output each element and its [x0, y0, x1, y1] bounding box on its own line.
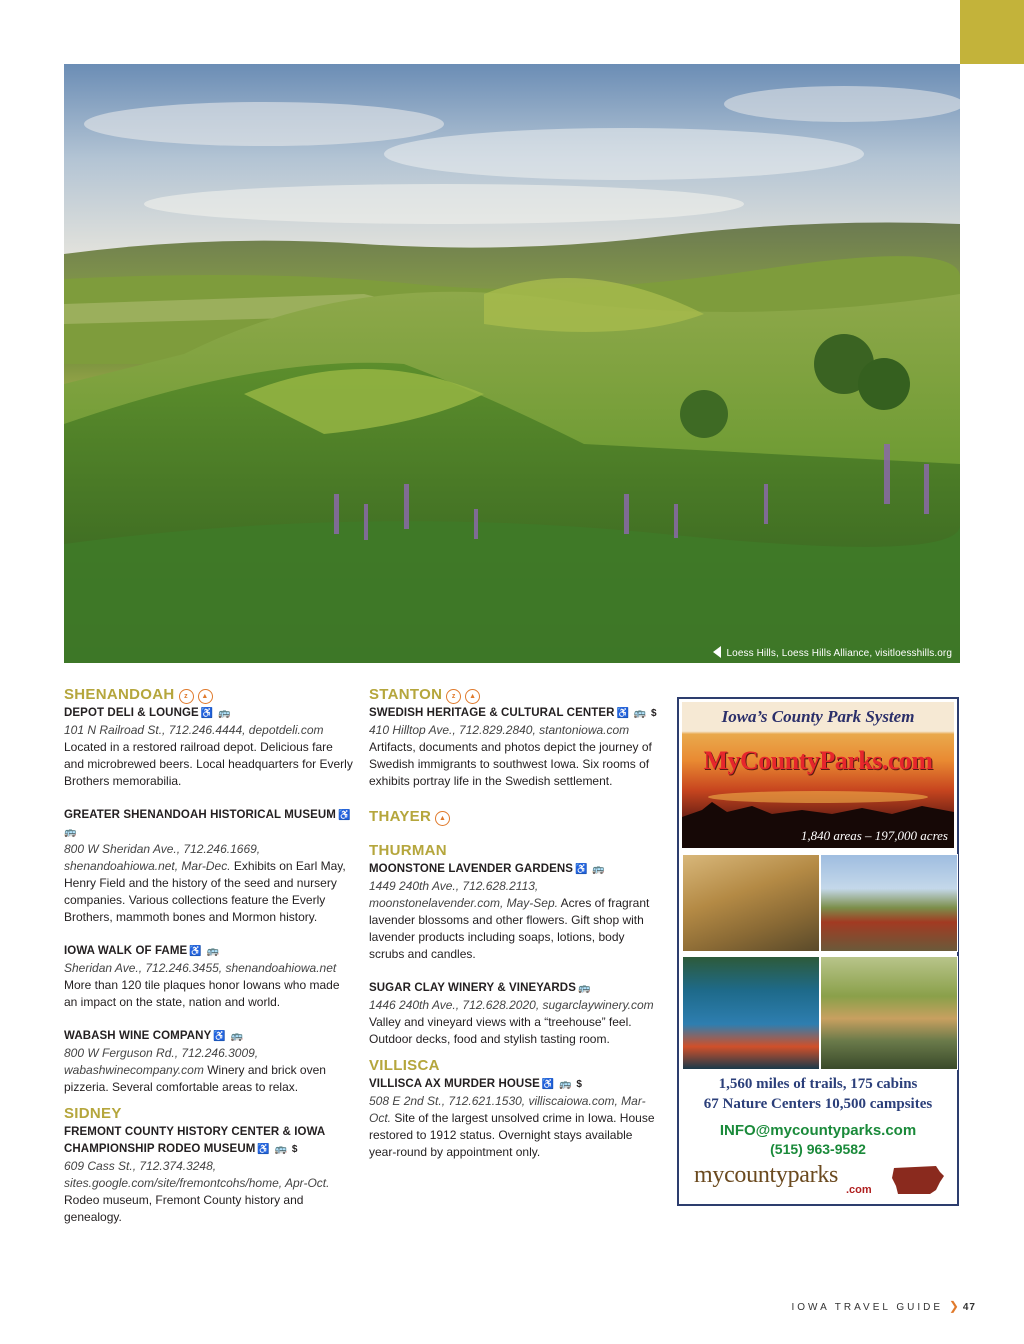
business-description: Located in a restored railroad depot. Delicious fare and microbrewed beers. Local headquarters for Everly Brothers memorabilia. — [64, 740, 353, 788]
county-parks-advertisement[interactable] — [677, 697, 959, 1206]
business-description: More than 120 tile plaques honor Iowans who made an impact on the state, nation and world. — [64, 978, 340, 1009]
business-details: 800 W Ferguson Rd., 712.246.3009, wabashwinecompany.com Winery and brick oven pizzeria. Several comfortable areas to relax. — [64, 1046, 326, 1094]
business-name: MOONSTONE LAVENDER GARDENS ♿ 🚌 — [369, 863, 606, 875]
town-heading-thurman: THURMAN — [369, 842, 447, 859]
business-name: IOWA WALK OF FAME ♿ 🚌 — [64, 945, 220, 957]
town-heading-thayer — [369, 807, 659, 827]
ad-areas-text: 1,840 areas – 197,000 acres — [800, 828, 948, 843]
ad-website[interactable]: MyCountyParks.com — [703, 746, 933, 775]
landscape-illustration — [64, 64, 960, 663]
ad-info — [682, 1070, 954, 1202]
business-name: FREMONT COUNTY HISTORY CENTER & IOWA CHAMPIONSHIP RODEO MUSEUM ♿ 🚌 $ — [64, 1126, 325, 1155]
business-address: 101 N Railroad St., 712.246.4444, depotdeli.com — [64, 723, 324, 737]
page-footer — [791, 1299, 976, 1313]
business-name: SUGAR CLAY WINERY & VINEYARDS 🚌 — [369, 982, 592, 994]
business-name: SWEDISH HERITAGE & CULTURAL CENTER ♿ 🚌 $ — [369, 707, 658, 719]
section-tab — [960, 0, 1024, 64]
guide-title: IOWA TRAVEL GUIDE — [791, 1302, 944, 1313]
business-address: 609 Cass St., 712.374.3248, sites.google.com/site/fremontcohs/home, Apr-Oct. — [64, 1159, 330, 1190]
town-name: STANTON — [369, 686, 443, 703]
listing-entry — [64, 1124, 354, 1226]
iowa-state-shape-icon — [890, 1162, 946, 1198]
business-description: Valley and vineyard views with a “treehouse” feel. Outdoor decks, food and stylish tasting room. — [369, 1015, 632, 1046]
town-heading-shenandoah — [64, 685, 354, 705]
listing-column-left — [64, 685, 354, 1243]
bike-bridge-photo — [820, 854, 958, 952]
accessibility-bus-icons: ♿ 🚌 — [64, 810, 352, 838]
photo-credit-text: Loess Hills, Loess Hills Alliance, visitloesshills.org — [726, 648, 952, 659]
listing-entry — [64, 807, 354, 926]
listing-entry — [369, 1076, 659, 1161]
listing-entry — [369, 980, 659, 1048]
photo-credit — [713, 646, 952, 659]
business-name: VILLISCA AX MURDER HOUSE ♿ 🚌 $ — [369, 1078, 583, 1090]
business-details: 508 E 2nd St., 712.621.1530, villiscaiowa.com, Mar-Oct. Site of the largest unsolved crime in Iowa. House restored to 1912 status. Overnight stays available year-round by appointment only. — [369, 1094, 655, 1159]
loess-hills-photo — [64, 64, 960, 663]
listing-entry — [64, 943, 354, 1011]
business-name: DEPOT DELI & LOUNGE ♿ 🚌 — [64, 707, 232, 719]
town-heading-villisca: VILLISCA — [369, 1057, 440, 1074]
listing-entry — [369, 705, 659, 790]
logo-dotcom: .com — [846, 1184, 872, 1196]
hikers-photo — [682, 854, 820, 952]
camping-tent-icon: ▲ — [198, 689, 213, 704]
business-details: 1449 240th Ave., 712.628.2113, moonstonelavender.com, May-Sep. Acres of fragrant lavender blossoms and other flowers. Gift shop with lavender products including soaps, lotions, body scrubs and candles. — [369, 879, 650, 961]
town-heading-stanton — [369, 685, 659, 705]
ad-phone: (515) 963-9582 — [770, 1141, 866, 1157]
accessibility-bus-icons: ♿ 🚌 — [213, 1031, 245, 1042]
accessibility-bus-icons: ♿ 🚌 — [200, 708, 232, 719]
sunset-lake-image — [682, 702, 954, 848]
business-address: 410 Hilltop Ave., 712.829.2840, stantoniowa.com — [369, 723, 630, 737]
business-address: Sheridan Ave., 712.246.3455, shenandoahiowa.net — [64, 961, 337, 975]
accessibility-bus-fee-icons: ♿ 🚌 $ — [616, 708, 658, 719]
canoe-lake-photo — [682, 956, 820, 1070]
business-description: Artifacts, documents and photos depict the journey of Swedish immigrants to southwest Iowa. Six rooms of exhibits portray life in the Swedish settlement. — [369, 740, 652, 788]
ad-stats: 1,560 miles of trails, 175 cabins 67 Nature Centers 10,500 campsites — [703, 1076, 933, 1112]
listing-entry — [369, 861, 659, 963]
accessibility-bus-icons: ♿ 🚌 — [189, 946, 220, 957]
camping-tent-icon: ▲ — [435, 811, 450, 826]
business-details: 800 W Sheridan Ave., 712.246.1669, shenandoahiowa.net, Mar-Dec. Exhibits on Earl May, Henry Field and the history of the seed and nursery companies. Various collections feature the Everly Brothers, mammoth bones and Mormon history. — [64, 842, 346, 924]
chevron-right-icon: ❯ — [948, 1299, 959, 1313]
accessibility-bus-fee-icons: ♿ 🚌 $ — [541, 1079, 583, 1090]
business-address: 1446 240th Ave., 712.628.2020, sugarclaywinery.com — [369, 998, 654, 1012]
zzz-lodging-icon: z — [179, 689, 194, 704]
treeline-silhouette — [682, 702, 954, 848]
town-name: SHENANDOAH — [64, 686, 175, 703]
page-number: 47 — [962, 1302, 976, 1313]
business-name: WABASH WINE COMPANY ♿ 🚌 — [64, 1030, 245, 1042]
ad-title: Iowa’s County Park System — [721, 707, 915, 726]
ad-email[interactable]: INFO@mycountyparks.com — [719, 1122, 917, 1139]
listing-entry — [64, 1028, 354, 1096]
zzz-lodging-icon: z — [446, 689, 461, 704]
business-name: GREATER SHENANDOAH HISTORICAL MUSEUM ♿ 🚌 — [64, 809, 352, 838]
town-heading-sidney: SIDNEY — [64, 1105, 122, 1122]
mycountyparks-logo: mycountyparks — [694, 1162, 839, 1188]
town-name: THAYER — [369, 808, 432, 825]
camping-tent-icon: ▲ — [465, 689, 480, 704]
business-description: Rodeo museum, Fremont County history and genealogy. — [64, 1193, 304, 1224]
triangle-left-icon — [713, 646, 721, 658]
listing-entry — [64, 705, 354, 790]
bus-icon: 🚌 — [577, 983, 592, 994]
accessibility-bus-icons: ♿ 🚌 — [575, 864, 606, 875]
wetland-nature-photo — [820, 956, 958, 1070]
listing-column-middle — [369, 685, 659, 1178]
accessibility-bus-fee-icons: ♿ 🚌 $ — [257, 1144, 299, 1155]
